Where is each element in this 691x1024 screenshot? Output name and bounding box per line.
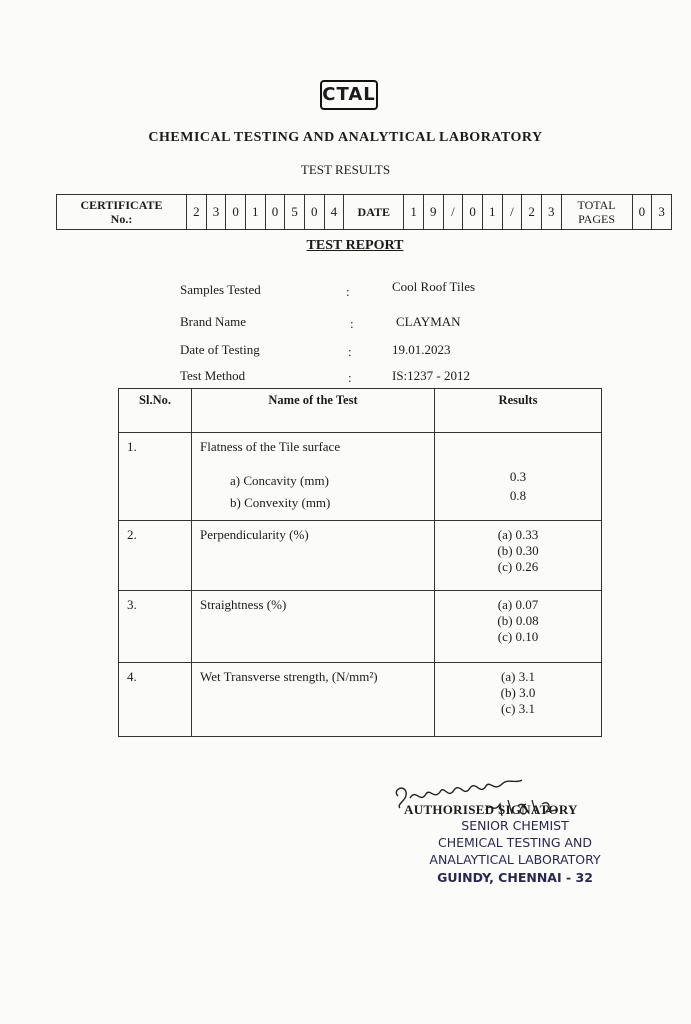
results-header-row — [119, 389, 602, 433]
test-name: Straightness (%) — [192, 591, 435, 663]
stamp-line: SENIOR CHEMIST — [461, 818, 569, 833]
row-number: 3. — [119, 591, 192, 663]
result-value: (c) 0.26 — [497, 559, 539, 574]
result-value: (a) 3.1 — [501, 669, 535, 684]
lab-name: CHEMICAL TESTING AND ANALYTICAL LABORATORY — [148, 130, 543, 145]
colon: : — [350, 316, 354, 331]
certificate-strip — [56, 194, 672, 230]
authorised-signatory: AUTHORISED SIGNATORY — [404, 802, 578, 817]
table-row — [119, 663, 602, 737]
colon: : — [348, 370, 352, 385]
result-value: (b) 3.0 — [500, 685, 536, 700]
row-number: 2. — [119, 521, 192, 591]
stamp-line: GUINDY, CHENNAI - 32 — [437, 870, 593, 885]
date-of-testing-label: Date of Testing — [180, 342, 260, 357]
cert-digit: 3 — [206, 195, 226, 230]
test-method-label: Test Method — [180, 368, 246, 383]
brand-value: CLAYMAN — [396, 314, 461, 329]
date-char: 1 — [482, 195, 502, 230]
ctal-logo: CTAL — [320, 80, 378, 110]
date-char: 2 — [522, 195, 542, 230]
table-row — [119, 521, 602, 591]
table-row — [119, 591, 602, 663]
header-sl-no: Sl.No. — [119, 389, 192, 433]
date-char: 9 — [423, 195, 443, 230]
test-name: Wet Transverse strength, (N/mm²) — [192, 663, 435, 737]
row-number: 4. — [119, 663, 192, 737]
date-char: 3 — [541, 195, 561, 230]
total-pages-label-line2: PAGES — [578, 212, 616, 226]
result-value: (a) 0.07 — [497, 597, 539, 612]
header-results: Results — [435, 389, 602, 433]
brand-label: Brand Name — [180, 314, 247, 329]
result-value: (b) 0.08 — [497, 613, 539, 628]
cert-digit: 0 — [265, 195, 285, 230]
stamp-line: ANALAYTICAL LABORATORY — [429, 852, 601, 867]
report-title: TEST REPORT — [306, 238, 404, 253]
result-value: 0.3 — [509, 469, 527, 484]
date-char: 0 — [463, 195, 483, 230]
date-label: DATE — [344, 195, 404, 230]
total-pages-digit: 0 — [632, 195, 652, 230]
sub-test-convexity: b) Convexity (mm) — [230, 495, 331, 510]
cert-digit: 5 — [285, 195, 305, 230]
result-value: (b) 0.30 — [497, 543, 539, 558]
result-value: (a) 0.33 — [497, 527, 539, 542]
test-name: Perpendicularity (%) — [192, 521, 435, 591]
result-value: (c) 0.10 — [497, 629, 539, 644]
total-pages-label — [561, 195, 632, 230]
total-pages-label-line1: TOTAL — [577, 198, 616, 212]
test-results-subtitle: TEST RESULTS — [300, 162, 391, 177]
colon: : — [348, 344, 352, 359]
sub-test-concavity: a) Concavity (mm) — [230, 473, 329, 488]
cert-digit: 0 — [304, 195, 324, 230]
cert-digit: 0 — [226, 195, 246, 230]
result-value: (c) 3.1 — [501, 701, 535, 716]
cert-digit: 4 — [324, 195, 344, 230]
test-name: Flatness of the Tile surface — [200, 439, 341, 454]
date-char: / — [502, 195, 522, 230]
colon: : — [346, 284, 350, 299]
results-cell — [435, 591, 602, 663]
certificate-label-line1: CERTIFICATE — [80, 198, 163, 212]
cert-digit: 1 — [245, 195, 265, 230]
results-cell — [435, 663, 602, 737]
date-char: / — [443, 195, 463, 230]
total-pages-digit: 3 — [652, 195, 672, 230]
result-value: 0.8 — [509, 488, 527, 503]
table-row — [119, 433, 602, 521]
date-of-testing-value: 19.01.2023 — [392, 342, 451, 357]
date-char: 1 — [404, 195, 424, 230]
results-table — [118, 388, 602, 737]
samples-label: Samples Tested — [180, 282, 261, 297]
results-cell — [435, 433, 602, 521]
test-method-value: IS:1237 - 2012 — [392, 368, 470, 383]
test-name-cell — [192, 433, 435, 521]
certificate-label-line2: No.: — [110, 212, 133, 226]
certificate-label — [57, 195, 187, 230]
samples-value: Cool Roof Tiles — [392, 279, 476, 294]
row-number: 1. — [119, 433, 192, 521]
cert-digit: 2 — [186, 195, 206, 230]
results-cell — [435, 521, 602, 591]
header-test-name: Name of the Test — [192, 389, 435, 433]
stamp-line: CHEMICAL TESTING AND — [437, 835, 593, 850]
